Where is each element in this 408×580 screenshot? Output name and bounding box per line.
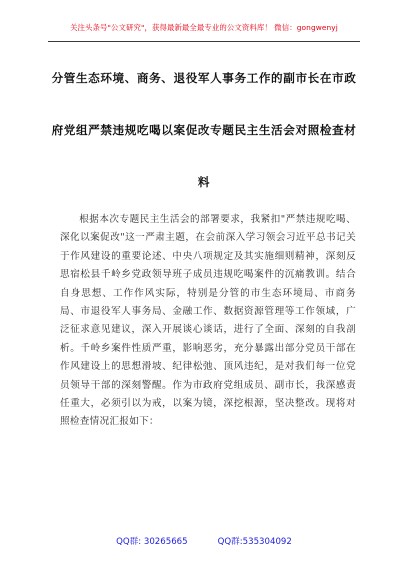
footer-contact	[0, 535, 408, 547]
body-paragraph: 根据本次专题民主生活会的部署要求，我紧扣"严禁违规吃喝、深化以案促改"这一严肃主题，在会前深入学习领会习近平总书记关于作风建设的重要论述、中央八项规定及其实施细则精神，深刻反思宿松县千岭乡党政领导班子成员违规吃喝案件的沉痛教训。结合自身思想、工作作风实际，特别是分管的市生态环境局、市商务局、市退役军人事务局、金融工作、数据资源管理等工作领域，广泛征求意见建议，深入开展谈心谈话，进行了全面、深刻的自我剖析。千岭乡案件性质严重，影响恶劣，充分暴露出部分党员干部在作风建设上的思想滑坡、纪律松弛、顶风违纪，是对我们每一位党员领导干部的深刻警醒。作为市政府党组成员、副市长，我深感责任重大，必须引以为戒，以案为镜，深挖根源，坚决整改。现将对照检查情况汇报如下：	[60, 214, 356, 428]
footer-qq-group-1: QQ群: 30265665	[116, 537, 188, 547]
footer-qq-group-2: QQ群:535304092	[217, 537, 292, 547]
document-title-line-3: 料	[197, 175, 211, 189]
document-title-line-2: 府党组严禁违规吃喝以案促改专题民主生活会对照检查材	[51, 123, 357, 137]
document-title-line-1: 分管生态环境、商务、退役军人事务工作的副市长在市政	[51, 71, 357, 85]
header-banner: 关注头条号"公文研究"，获得最新最全最专业的公文资料库！ 微信：gongwenyj	[70, 23, 338, 32]
header-divider	[48, 41, 360, 42]
